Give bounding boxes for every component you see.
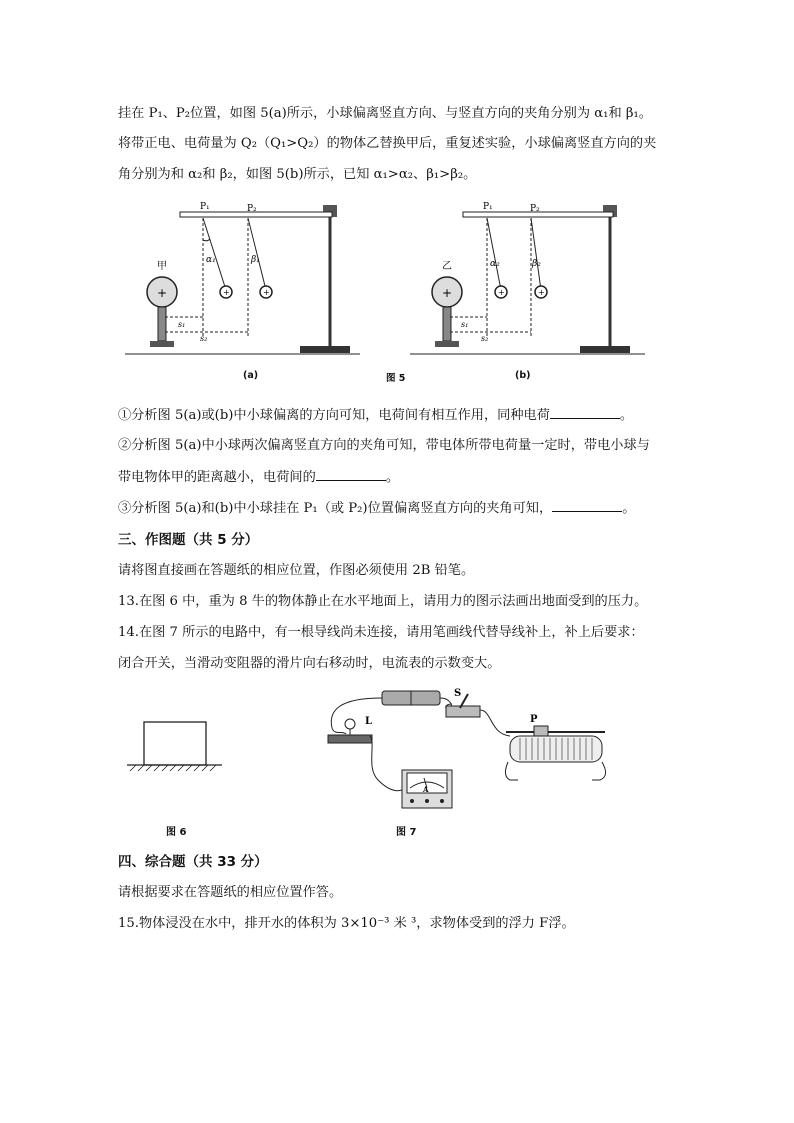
svg-text:+: + — [263, 288, 270, 297]
p1-label: P₁ — [200, 202, 210, 212]
svg-text:+: + — [538, 288, 545, 297]
intro-line-1: 挂在 P₁、P₂位置，如图 5(a)所示，小球偏离竖直方向、与竖直方向的夹角分别为 α₁和 β₁。 — [118, 106, 652, 121]
question-text: ③分析图 5(a)和(b)中小球挂在 P₁（或 P₂)位置偏离竖直方向的夹角可知， — [118, 501, 553, 516]
figure-5b — [405, 196, 645, 366]
figure-5b-caption: (b) — [515, 370, 531, 381]
figure-5-caption: 图 5 — [386, 373, 406, 384]
question-text: 带电物体甲的距离越小，电荷间的 — [118, 470, 316, 485]
lamp-base — [328, 735, 372, 743]
svg-text:+: + — [223, 288, 230, 297]
svg-text:+: + — [498, 288, 505, 297]
question-15: 15.物体浸没在水中，排开水的体积为 3×10⁻³ 米 ³，求物体受到的浮力 F浮。 — [118, 916, 575, 931]
object-label: 甲 — [157, 261, 167, 272]
s1-label: s₁ — [178, 320, 186, 329]
question-12-1 — [118, 405, 633, 426]
ammeter-label: A — [423, 785, 429, 794]
section-3-instruction: 请将图直接画在答题纸的相应位置，作图必须使用 2B 铅笔。 — [118, 563, 475, 578]
s2-label: s₂ — [481, 334, 489, 343]
switch — [446, 706, 480, 717]
question-14-a: 14.在图 7 所示的电路中，有一根导线尚未连接，请用笔画线代替导线补上，补上后要求： — [118, 625, 644, 640]
punct: 。 — [385, 470, 399, 485]
stand-base — [580, 346, 630, 353]
svg-text:+: + — [442, 286, 453, 300]
slider-label: P — [530, 714, 538, 725]
punct: 。 — [619, 408, 634, 423]
lamp-label: L — [365, 716, 373, 727]
section-4-instruction: 请根据要求在答题纸的相应位置作答。 — [118, 885, 343, 900]
beta-label: β₂ — [532, 259, 541, 269]
figure-5a — [120, 196, 360, 366]
question-12-3 — [118, 498, 635, 519]
section-4-heading: 四、综合题（共 33 分） — [118, 854, 268, 870]
s2-label: s₂ — [200, 334, 208, 343]
figure-7-caption: 图 7 — [396, 827, 417, 838]
s1-label: s₁ — [461, 320, 469, 329]
question-14-b: 闭合开关，当滑动变阻器的滑片向右移动时，电流表的示数变大。 — [118, 656, 501, 671]
figure-5a-caption: (a) — [243, 370, 259, 381]
question-12-2a: ②分析图 5(a)中小球两次偏离竖直方向的夹角可知，带电体所带电荷量一定时，带电小球与 — [118, 438, 650, 453]
object-label: 乙 — [442, 261, 452, 272]
answer-blank[interactable] — [552, 498, 622, 512]
answer-blank[interactable] — [550, 405, 620, 419]
intro-line-3: 角分别为和 α₂和 β₂，如图 5(b)所示，已知 α₁>α₂、β₁>β₂。 — [118, 167, 477, 182]
beta-label: β₁ — [251, 255, 260, 265]
question-text: ①分析图 5(a)或(b)中小球偏离的方向可知，电荷间有相互作用，同种电荷 — [118, 408, 550, 423]
p2-label: P₂ — [530, 204, 540, 214]
alpha-label: α₂ — [490, 259, 500, 269]
switch-label: S — [454, 688, 462, 699]
svg-text:+: + — [157, 286, 168, 300]
question-12-2b — [118, 467, 399, 488]
figure-7 — [320, 680, 620, 825]
section-3-heading: 三、作图题（共 5 分） — [118, 532, 259, 548]
figure-6-caption: 图 6 — [166, 827, 187, 838]
slider — [534, 726, 548, 736]
p2-label: P₂ — [247, 204, 257, 214]
p1-label: P₁ — [483, 202, 493, 212]
answer-blank[interactable] — [316, 467, 386, 481]
figure-6 — [122, 712, 222, 782]
question-13: 13.在图 6 中，重为 8 牛的物体静止在水平地面上，请用力的图示法画出地面受到的压力。 — [118, 594, 648, 609]
block — [144, 722, 206, 765]
alpha-label: α₁ — [206, 255, 216, 265]
intro-line-2: 将带正电、电荷量为 Q₂（Q₁>Q₂）的物体乙替换甲后，重复述实验，小球偏离竖直方向的夹 — [118, 136, 657, 151]
stand-base — [300, 346, 350, 353]
punct: 。 — [622, 501, 636, 516]
